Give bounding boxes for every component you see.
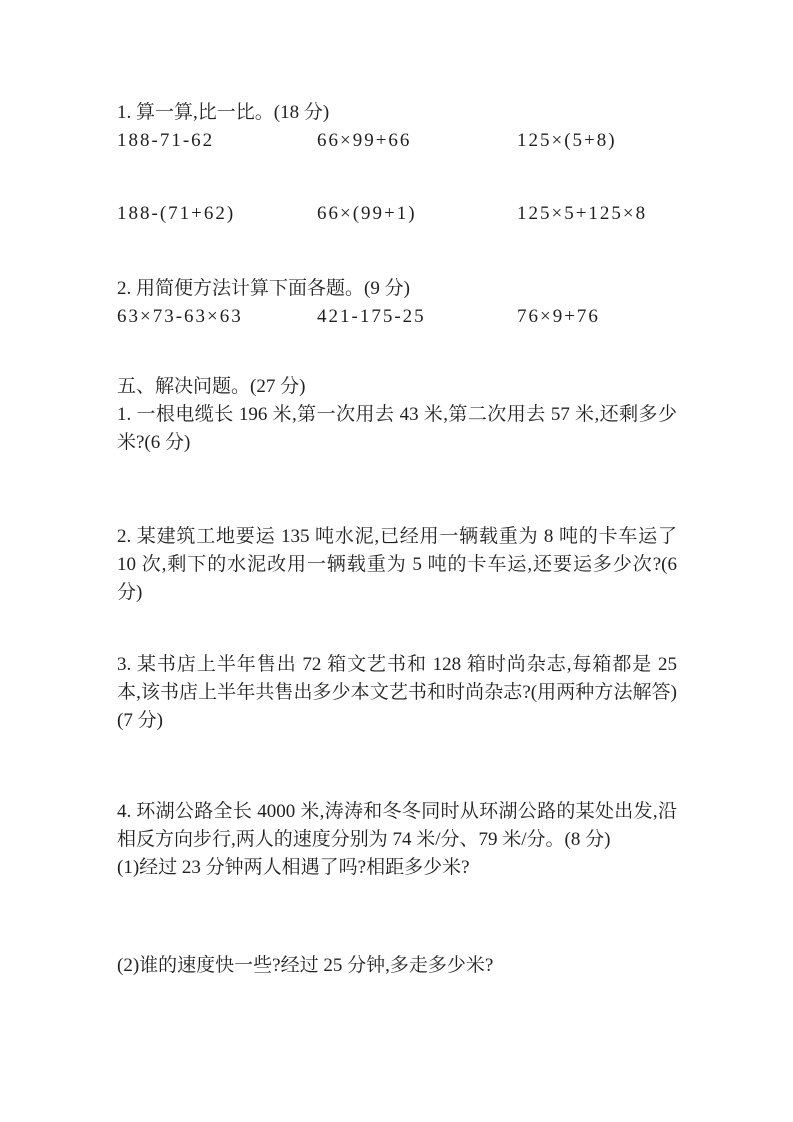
worksheet-content [117, 99, 677, 980]
exercise-1-row-2 [117, 200, 677, 228]
expression-2a: 188-(71+62) [117, 203, 236, 224]
expression-1c: 125×(5+8) [517, 130, 617, 151]
part-5-heading: 五、解决问题。(27 分) [117, 376, 306, 397]
expression-3b: 421-175-25 [317, 306, 426, 327]
problem-4-sub-question-2: (2)谁的速度快一些?经过 25 分钟,多走多少米? [117, 955, 494, 976]
expression-1b: 66×99+66 [317, 130, 412, 151]
problem-4-sub-question-1: (1)经过 23 分钟两人相遇了吗?相距多少米? [117, 857, 470, 878]
exercise-1-heading: 1. 算一算,比一比。(18 分) [117, 102, 330, 123]
exercise-1-row-1 [117, 127, 677, 155]
expression-2c: 125×5+125×8 [517, 203, 648, 224]
problem-1: 1. 一根电缆长 196 米,第一次用去 43 米,第二次用去 57 米,还剩多少米?(6 分) [117, 404, 677, 453]
problem-3: 3. 某书店上半年售出 72 箱文艺书和 128 箱时尚杂志,每箱都是 25 本,该书店上半年共售出多少本文艺书和时尚杂志?(用两种方法解答)(7 分) [117, 654, 677, 731]
expression-2b: 66×(99+1) [317, 203, 417, 224]
problem-2: 2. 某建筑工地要运 135 吨水泥,已经用一辆载重为 8 吨的卡车运了 10 次,剩下的水泥改用一辆载重为 5 吨的卡车运,还要运多少次?(6 分) [117, 526, 677, 603]
problem-4: 4. 环湖公路全长 4000 米,涛涛和冬冬同时从环湖公路的某处出发,沿相反方向步行,两人的速度分别为 74 米/分、79 米/分。(8 分) [117, 801, 677, 850]
expression-3c: 76×9+76 [517, 306, 600, 327]
exercise-2-heading: 2. 用简便方法计算下面各题。(9 分) [117, 278, 410, 299]
expression-1a: 188-71-62 [117, 130, 215, 151]
expression-3a: 63×73-63×63 [117, 306, 243, 327]
exercise-2-row-1 [117, 303, 677, 331]
